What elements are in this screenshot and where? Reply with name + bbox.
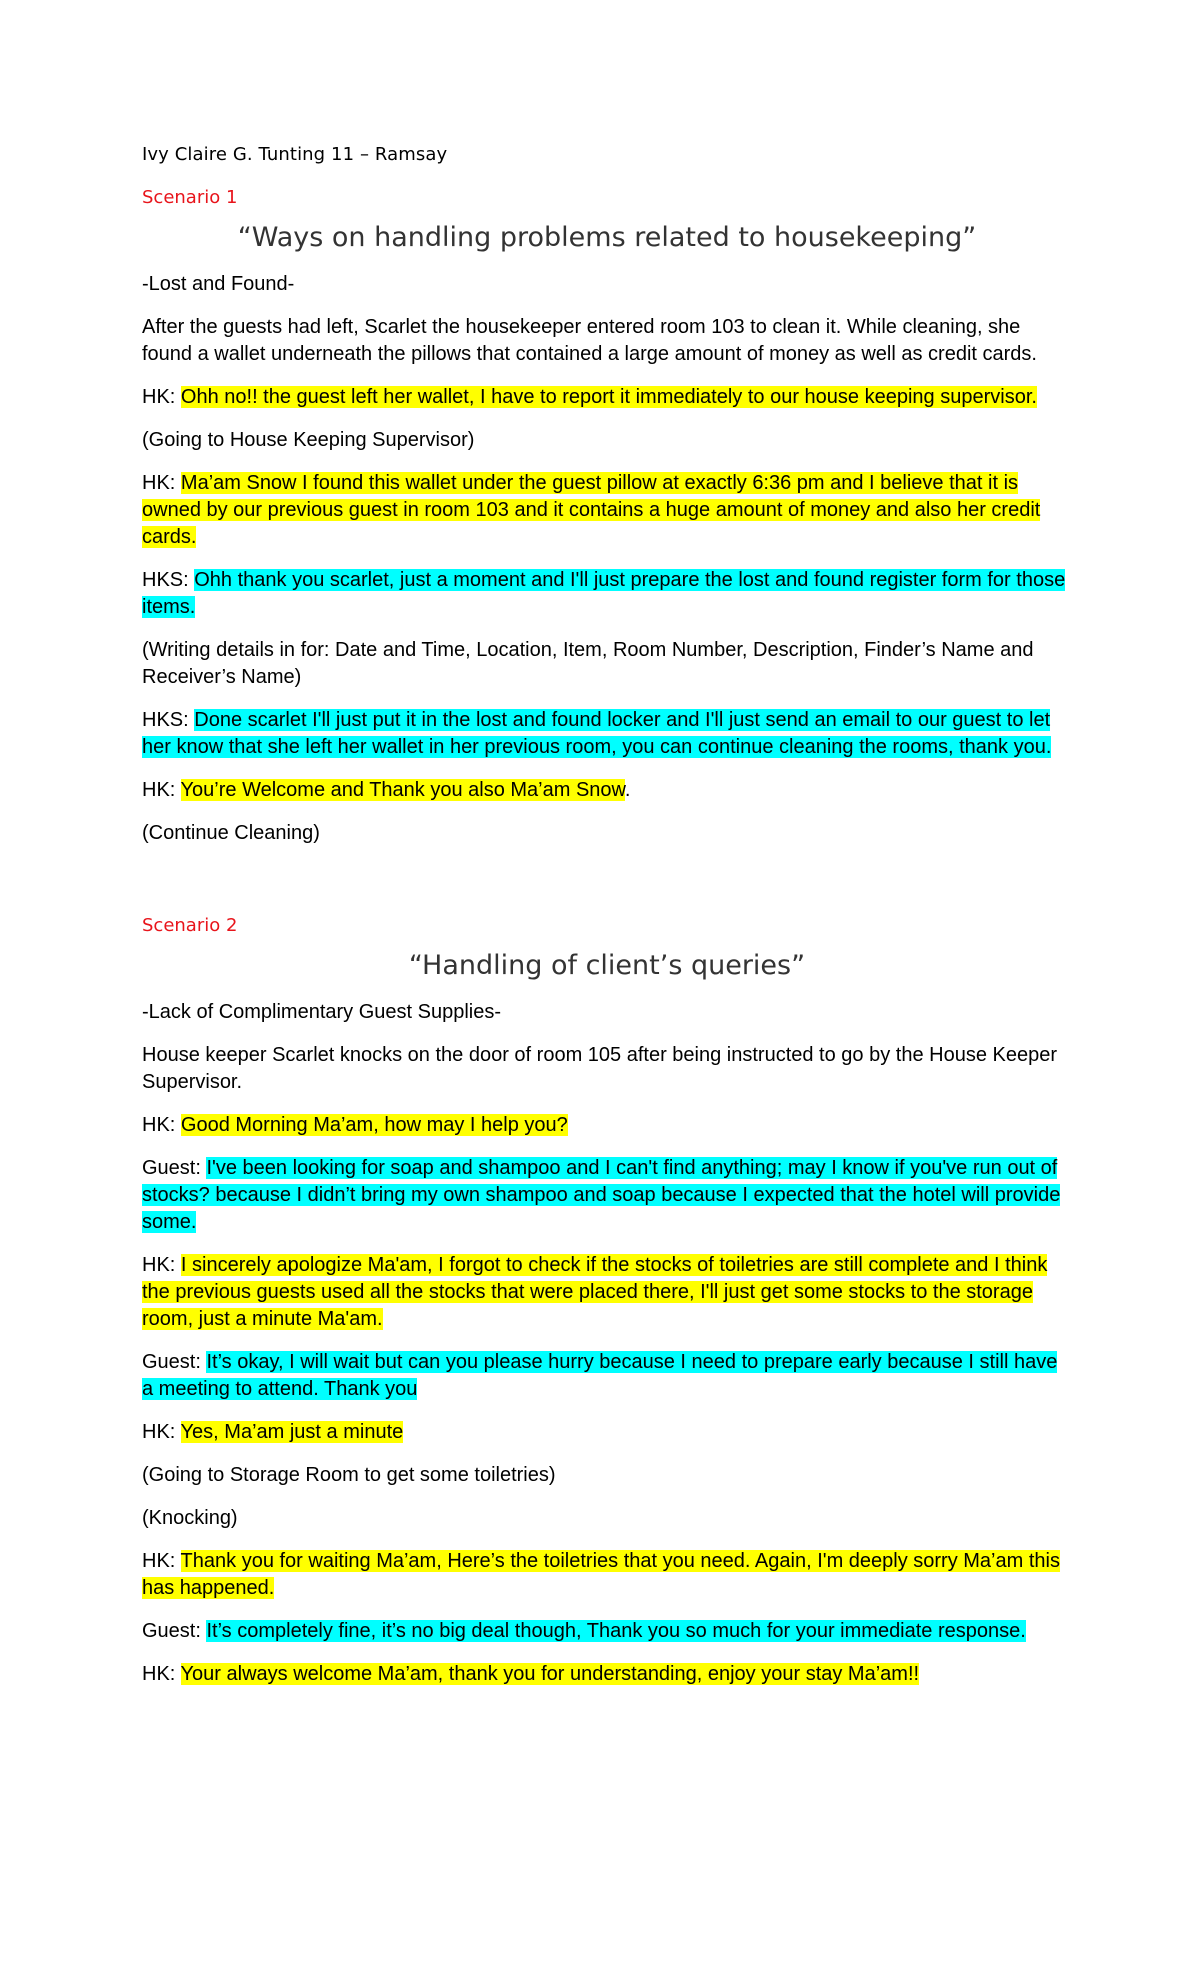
scenario-2-subtitle: -Lack of Complimentary Guest Supplies- bbox=[142, 1001, 502, 1023]
document-content bbox=[142, 138, 1072, 1704]
dialogue-line bbox=[142, 777, 1072, 804]
dialogue-text: Yes, Ma’am just a minute bbox=[180, 1421, 404, 1443]
stage-direction: (Knocking) bbox=[142, 1507, 238, 1529]
dialogue-text: Ma’am Snow I found this wallet under the guest pillow at exactly 6:36 pm and I believe that it is owned by our previous guest in room 103 and it contains a huge amount of money and also her credit cards. bbox=[142, 472, 1041, 548]
speaker-label: HK: bbox=[142, 1254, 181, 1276]
dialogue-text: Ohh no!! the guest left her wallet, I have to report it immediately to our house keeping supervisor. bbox=[180, 386, 1037, 408]
dialogue-text: Done scarlet I'll just put it in the lost and found locker and I'll just send an email to our guest to let her know that she left her wallet in her previous room, you can continue cleaning the rooms, thank you. bbox=[142, 709, 1052, 758]
dialogue-line bbox=[142, 470, 1072, 551]
scenario-2-title: “Handling of client’s queries” bbox=[408, 950, 806, 981]
stage-direction: (Writing details in for: Date and Time, Location, Item, Room Number, Description, Finder’s Name and Receiver’s Name) bbox=[142, 639, 1034, 688]
speaker-label: HK: bbox=[142, 779, 181, 801]
dialogue-text: It’s completely fine, it’s no big deal though, Thank you so much for your immediate response. bbox=[206, 1620, 1026, 1642]
dialogue-text: You’re Welcome and Thank you also Ma’am Snow bbox=[180, 779, 625, 801]
scenario-2-dialogue bbox=[142, 1112, 1072, 1688]
speaker-label: HKS: bbox=[142, 709, 195, 731]
dialogue-text: Thank you for waiting Ma’am, Here’s the toiletries that you need. Again, I'm deeply sorry Ma’am this has happened. bbox=[142, 1550, 1060, 1599]
dialogue-line bbox=[142, 1419, 1072, 1446]
dialogue-line bbox=[142, 1252, 1072, 1333]
scenario-1-intro: After the guests had left, Scarlet the housekeeper entered room 103 to clean it. While cleaning, she found a wallet underneath the pillows that contained a large amount of money as well as credit cards. bbox=[142, 316, 1037, 365]
dialogue-line bbox=[142, 384, 1072, 411]
stage-direction: (Going to House Keeping Supervisor) bbox=[142, 429, 475, 451]
dialogue-text: Your always welcome Ma’am, thank you for understanding, enjoy your stay Ma’am!! bbox=[180, 1663, 920, 1685]
speaker-label: Guest: bbox=[142, 1351, 207, 1373]
dialogue-line bbox=[142, 1661, 1072, 1688]
speaker-label: HK: bbox=[142, 1550, 181, 1572]
stage-direction: (Going to Storage Room to get some toiletries) bbox=[142, 1464, 556, 1486]
dialogue-line bbox=[142, 1155, 1072, 1236]
speaker-label: HK: bbox=[142, 1421, 181, 1443]
speaker-label: HK: bbox=[142, 386, 181, 408]
section-spacer bbox=[142, 863, 1072, 915]
scenario-1-title: “Ways on handling problems related to housekeeping” bbox=[237, 222, 977, 253]
speaker-label: HK: bbox=[142, 1114, 181, 1136]
dialogue-tail: . bbox=[624, 779, 631, 801]
scenario-1-dialogue bbox=[142, 384, 1072, 847]
dialogue-text: It’s okay, I will wait but can you please hurry because I need to prepare early because I still have a meeting to attend. Thank you bbox=[142, 1351, 1058, 1400]
dialogue-text: Ohh thank you scarlet, just a moment and I'll just prepare the lost and found register form for those items. bbox=[142, 569, 1066, 618]
dialogue-line bbox=[142, 1349, 1072, 1403]
author-line: Ivy Claire G. Tunting 11 – Ramsay bbox=[142, 144, 448, 165]
dialogue-line bbox=[142, 1618, 1072, 1645]
dialogue-text: I've been looking for soap and shampoo and I can't find anything; may I know if you've run out of stocks? because I didn’t bring my own shampoo and soap because I expected that the hotel will provide some. bbox=[142, 1157, 1061, 1233]
stage-direction: (Continue Cleaning) bbox=[142, 822, 320, 844]
speaker-label: Guest: bbox=[142, 1157, 207, 1179]
speaker-label: HKS: bbox=[142, 569, 195, 591]
dialogue-line bbox=[142, 1548, 1072, 1602]
dialogue-line bbox=[142, 567, 1072, 621]
dialogue-text: Good Morning Ma’am, how may I help you? bbox=[180, 1114, 568, 1136]
dialogue-line bbox=[142, 1112, 1072, 1139]
scenario-2-label: Scenario 2 bbox=[142, 915, 238, 936]
speaker-label: Guest: bbox=[142, 1620, 207, 1642]
scenario-1-label: Scenario 1 bbox=[142, 187, 238, 208]
speaker-label: HK: bbox=[142, 472, 181, 494]
dialogue-line bbox=[142, 707, 1072, 761]
scenario-1-subtitle: -Lost and Found- bbox=[142, 273, 295, 295]
speaker-label: HK: bbox=[142, 1663, 181, 1685]
scenario-2-intro: House keeper Scarlet knocks on the door of room 105 after being instructed to go by the House Keeper Supervisor. bbox=[142, 1044, 1057, 1093]
dialogue-text: I sincerely apologize Ma'am, I forgot to check if the stocks of toiletries are still complete and I think the previous guests used all the stocks that were placed there, I'll just get some stocks to the storage room, just a minute Ma'am. bbox=[142, 1254, 1048, 1330]
